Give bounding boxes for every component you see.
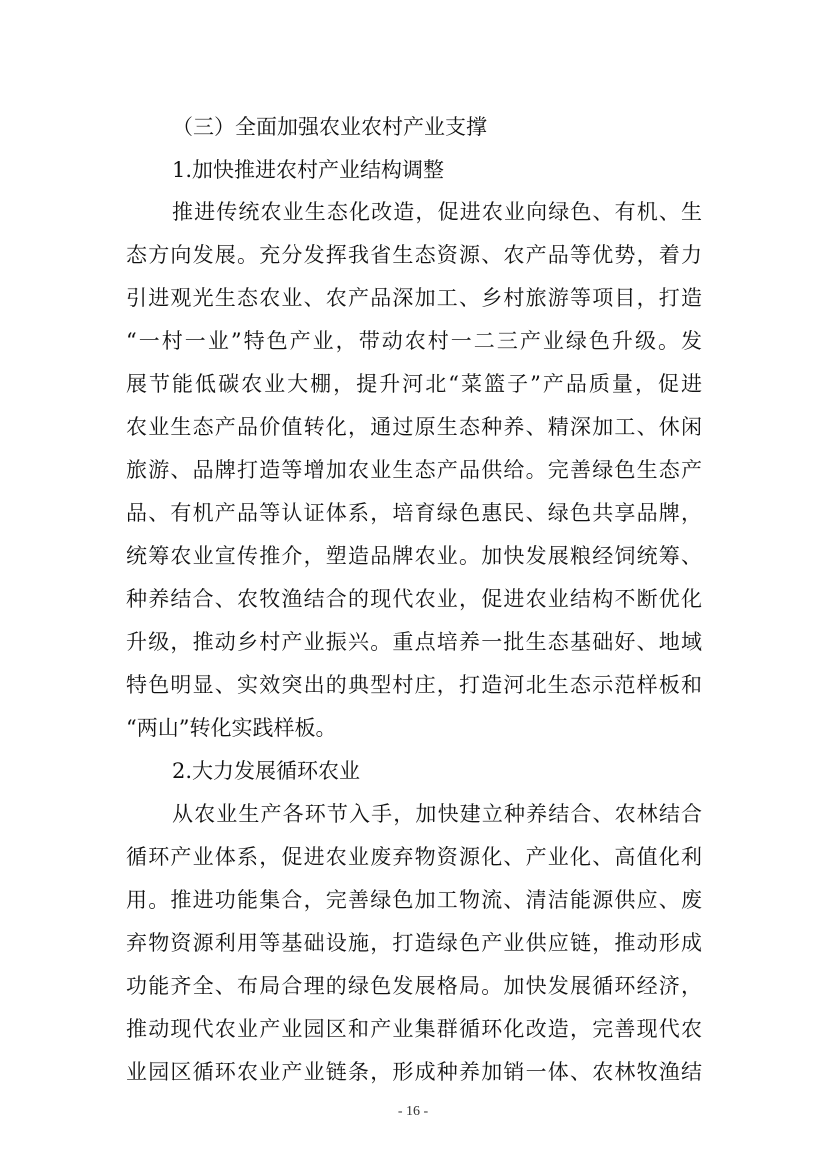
paragraph-1-line: 展节能低碳农业大棚，提升河北“菜篮子”产品质量，促进 [126,372,702,396]
paragraph-1-line: 态方向发展。充分发挥我省生态资源、农产品等优势，着力 [126,243,702,267]
paragraph-1-line: 升级，推动乡村产业振兴。重点培养一批生态基础好、地域 [126,630,702,654]
paragraph-1-line: 统筹农业宣传推介，塑造品牌农业。加快发展粮经饲统筹、 [126,544,702,568]
paragraph-2-line: 循环产业体系，促进农业废弃物资源化、产业化、高值化利 [126,845,702,869]
paragraph-1-line: 品、有机产品等认证体系，培育绿色惠民、绿色共享品牌， [126,501,702,525]
paragraph-2-line: 业园区循环农业产业链条，形成种养加销一体、农林牧渔结 [126,1060,702,1084]
paragraph-2-line: 从农业生产各环节入手，加快建立种养结合、农林结合 [172,802,702,826]
paragraph-1-line: “一村一业”特色产业，带动农村一二三产业绿色升级。发 [126,329,702,353]
paragraph-1-line: “两山”转化实践样板。 [126,716,337,740]
section-heading: （三）全面加强农业农村产业支撑 [172,115,487,139]
paragraph-1-line: 引进观光生态农业、农产品深加工、乡村旅游等项目，打造 [126,286,702,310]
subsection-1-title: 1.加快推进农村产业结构调整 [172,158,445,182]
paragraph-1-line: 特色明显、实效突出的典型村庄，打造河北生态示范样板和 [126,673,702,697]
paragraph-1-line: 种养结合、农牧渔结合的现代农业，促进农业结构不断优化 [126,587,702,611]
paragraph-2-line: 用。推进功能集合，完善绿色加工物流、清洁能源供应、废 [126,888,702,912]
paragraph-2-line: 功能齐全、布局合理的绿色发展格局。加快发展循环经济， [126,974,702,998]
paragraph-2-line: 推动现代农业产业园区和产业集群循环化改造，完善现代农 [126,1017,702,1041]
paragraph-1-line: 推进传统农业生态化改造，促进农业向绿色、有机、生 [172,200,702,224]
page-number: - 16 - [397,1104,429,1119]
paragraph-1-line: 农业生态产品价值转化，通过原生态种养、精深加工、休闲 [126,415,702,439]
subsection-2-title: 2.大力发展循环农业 [172,759,361,783]
paragraph-1-line: 旅游、品牌打造等增加农业生态产品供给。完善绿色生态产 [126,458,702,482]
paragraph-2-line: 弃物资源利用等基础设施，打造绿色产业供应链，推动形成 [126,931,702,955]
